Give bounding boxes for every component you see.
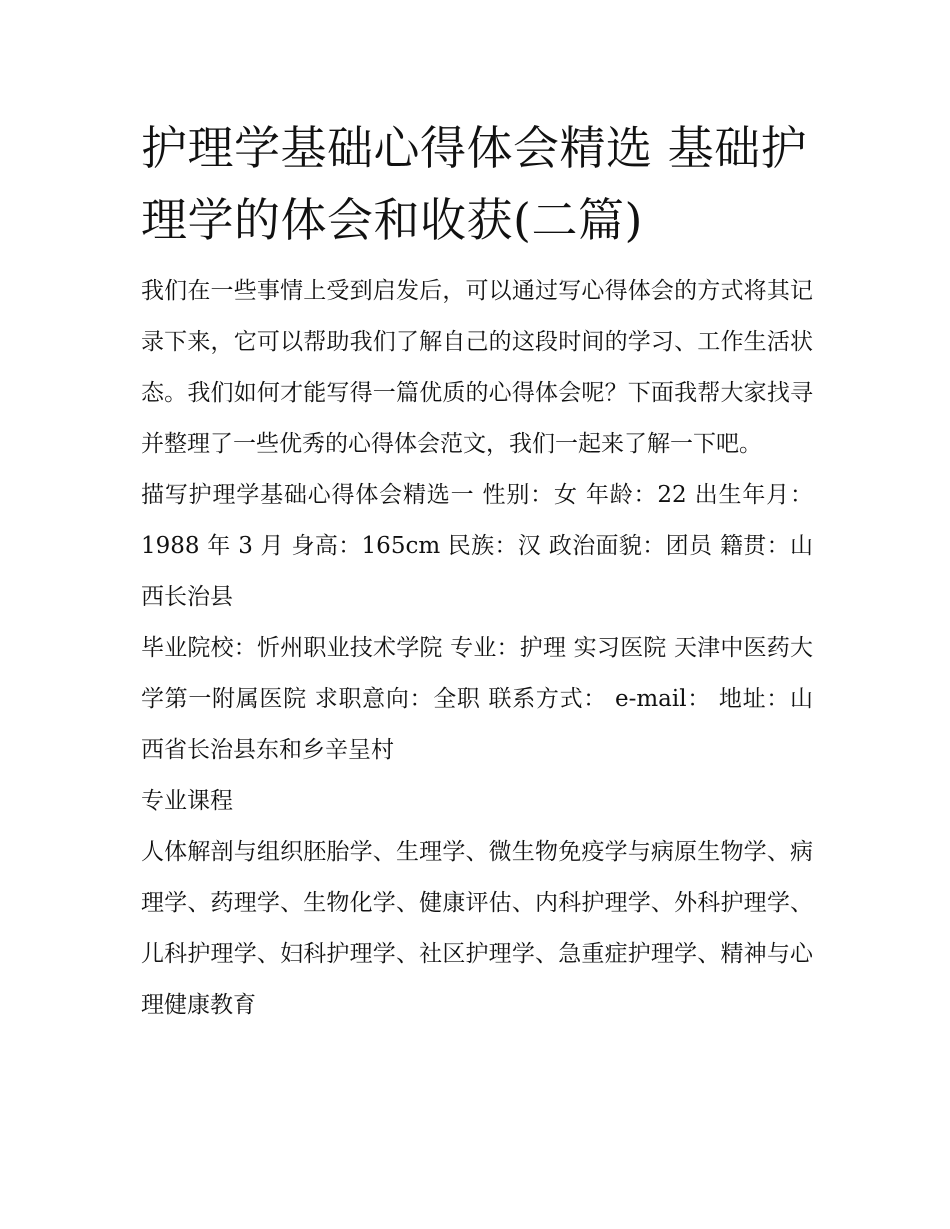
document-title: 护理学基础心得体会精选 基础护理学的体会和收获(二篇) [141,121,808,247]
courses-paragraph: 人体解剖与组织胚胎学、生理学、微生物免疫学与病原生物学、病理学、药理学、生物化学、健康评估、内科护理学、外科护理学、儿科护理学、妇科护理学、社区护理学、急重症护理学、精神与心理健康教育 [141,839,813,1018]
document-body [141,112,813,1031]
education-info-paragraph: 毕业院校：忻州职业技术学院 专业：护理 实习医院 天津中医药大学第一附属医院 求职意向：全职 联系方式： e-mail： 地址：山西省长治县东和乡辛呈村 [141,635,813,763]
personal-info-paragraph: 描写护理学基础心得体会精选一 性别：女 年龄：22 出生年月：1988 年 3 月 身高：165cm 民族：汉 政治面貌：团员 籍贯：山西长治县 [141,482,813,610]
intro-paragraph: 我们在一些事情上受到启发后，可以通过写心得体会的方式将其记录下来，它可以帮助我们了解自己的这段时间的学习、工作生活状态。我们如何才能写得一篇优质的心得体会呢？下面我帮大家找寻并整理了一些优秀的心得体会范文，我们一起来了解一下吧。 [141,278,813,457]
section-heading-courses: 专业课程 [141,788,233,814]
